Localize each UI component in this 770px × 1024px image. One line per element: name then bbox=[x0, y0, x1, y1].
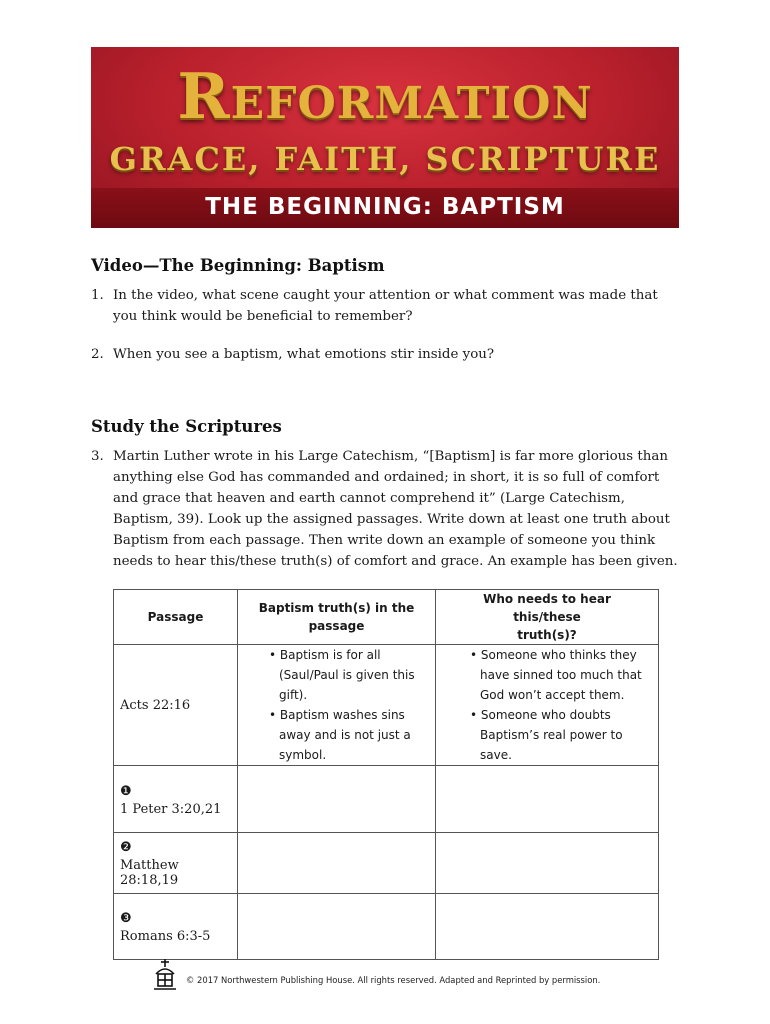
table-row bbox=[114, 833, 659, 894]
header-banner bbox=[91, 47, 679, 228]
truth-answer-1[interactable] bbox=[238, 766, 436, 833]
passage-1: 1 Peter 3:20,21 bbox=[120, 801, 222, 817]
header-who: Who needs to hear this/these truth(s)? bbox=[436, 590, 659, 645]
table-row bbox=[114, 766, 659, 833]
who-answer-1[interactable] bbox=[436, 766, 659, 833]
question-1-number: 1. bbox=[91, 288, 104, 303]
copyright-text: © 2017 Northwestern Publishing House. All rights reserved. Adapted and Reprinted by permission. bbox=[186, 975, 601, 985]
passage-table bbox=[113, 589, 659, 960]
table-header-row bbox=[114, 590, 659, 645]
example-who-cell bbox=[436, 645, 659, 766]
truth-answer-3[interactable] bbox=[238, 894, 436, 960]
question-1-text: In the video, what scene caught your attention or what comment was made that you think would be beneficial to remember? bbox=[113, 288, 658, 324]
passage-cell-3 bbox=[114, 894, 238, 960]
question-2-text: When you see a baptism, what emotions stir inside you? bbox=[113, 347, 495, 362]
marker-3: ❸ bbox=[120, 911, 132, 926]
passage-3: Romans 6:3-5 bbox=[120, 929, 211, 944]
question-3-number: 3. bbox=[91, 449, 104, 464]
example-who-2: • Someone who doubts Baptism’s real power to save. bbox=[470, 708, 623, 762]
question-2-number: 2. bbox=[91, 347, 104, 362]
footer bbox=[150, 958, 620, 998]
example-truths-cell bbox=[238, 645, 436, 766]
who-answer-3[interactable] bbox=[436, 894, 659, 960]
study-section-heading: Study the Scriptures bbox=[91, 417, 282, 436]
marker-1: ❶ bbox=[120, 783, 132, 799]
example-truth-1: • Baptism is for all (Saul/Paul is given this gift). bbox=[269, 648, 415, 702]
header-truths: Baptism truth(s) in the passage bbox=[238, 590, 436, 645]
banner-subtitle: GRACE, FAITH, SCRIPTURE bbox=[109, 140, 661, 178]
passage-cell-2 bbox=[114, 833, 238, 894]
question-1 bbox=[91, 285, 681, 327]
banner-strip-text: THE BEGINNING: BAPTISM bbox=[205, 194, 565, 220]
truth-answer-2[interactable] bbox=[238, 833, 436, 894]
church-logo-icon bbox=[152, 958, 178, 992]
video-section-heading: Video—The Beginning: Baptism bbox=[91, 256, 385, 275]
question-3 bbox=[91, 446, 681, 572]
table-row-example bbox=[114, 645, 659, 766]
question-3-text: Martin Luther wrote in his Large Catechism, “[Baptism] is far more glorious than anything else God has commanded and ordained; in short, it is so full of comfort and grace that heaven and earth cannot comprehend it” (Large Catechism, Baptism, 39). Look up the assigned passages. Write down at least one truth about Baptism from each passage. Then write down an example of someone you think needs to hear this/these truth(s) of comfort and grace. An example has been given. bbox=[113, 449, 678, 569]
example-who-1: • Someone who thinks they have sinned too much that God won’t accept them. bbox=[470, 648, 642, 702]
passage-2: Matthew 28:18,19 bbox=[120, 858, 179, 888]
passage-cell-1 bbox=[114, 766, 238, 833]
marker-2: ❷ bbox=[120, 840, 132, 855]
who-answer-2[interactable] bbox=[436, 833, 659, 894]
example-passage: Acts 22:16 bbox=[114, 645, 238, 766]
question-2 bbox=[91, 344, 681, 365]
header-passage: Passage bbox=[114, 590, 238, 645]
table-row bbox=[114, 894, 659, 960]
example-truth-2: • Baptism washes sins away and is not just a symbol. bbox=[269, 708, 411, 762]
banner-title: Reformation bbox=[177, 59, 593, 133]
